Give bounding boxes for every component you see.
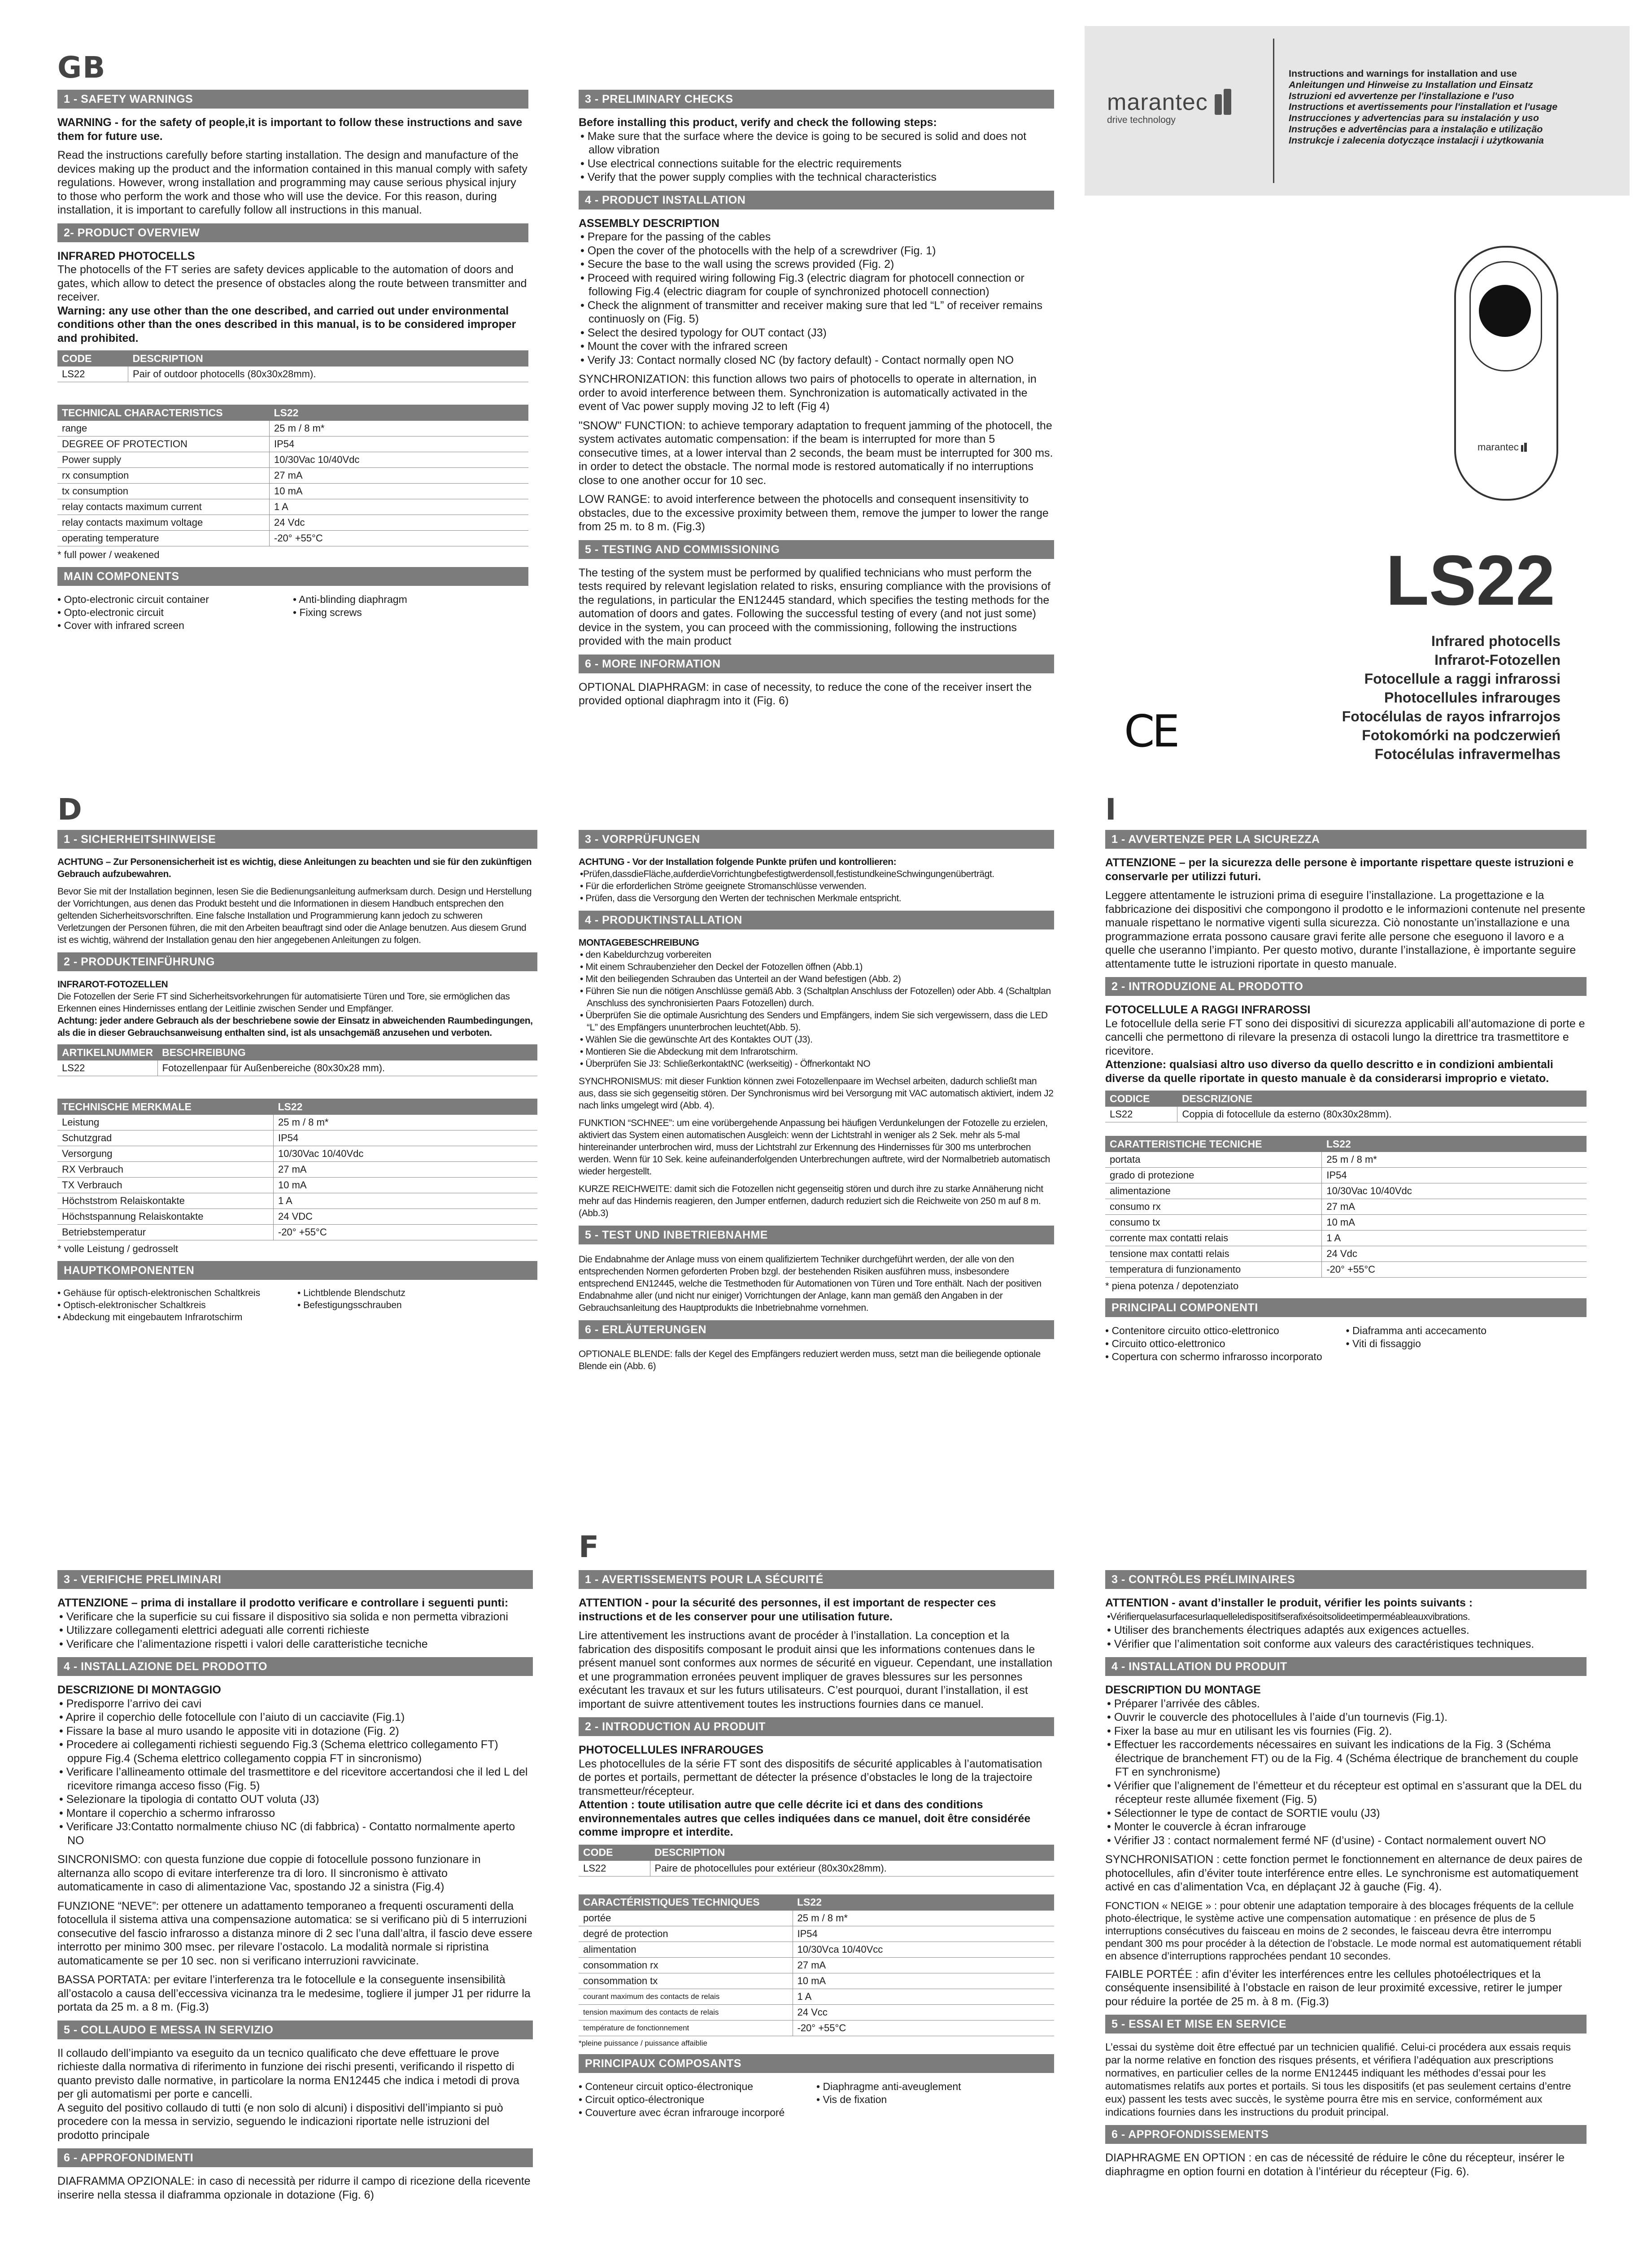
f-main-item: • Couverture avec écran infrarouge incorporé bbox=[579, 2106, 785, 2118]
i-tech-key: temperatura di funzionamento bbox=[1105, 1262, 1322, 1278]
gb-s3-item: • Use electrical connections suitable for the electric requirements bbox=[580, 157, 902, 170]
d-s1-text: Bevor Sie mit der Installation beginnen, lesen Sie die Bedienungsanleitung aufmerksam durch. Design und Herstellung der Vorrichtungen, aus denen das Produkt besteht und die Informationen in diesem Handbuch entsprechen den geltenden Sicherheitsvorschriften. Eine falsche Installation und Programmierung kann jedoch zu schweren Verletzungen der Personen führen, die mit den Arbeiten beauftragt sind oder die Anlage benutzen. Aus diesem Grund ist es wichtig, während der Installation genau den hier angegebenen Anleitungen zu folgen. bbox=[57, 886, 532, 945]
f-tech-val: 25 m / 8 m* bbox=[793, 1911, 1054, 1926]
d-col-2 bbox=[579, 824, 1054, 1378]
photocell-lens-frame bbox=[1469, 261, 1542, 371]
d-tech-val: 24 VDC bbox=[274, 1209, 538, 1225]
gb-tech-val: 25 m / 8 m* bbox=[270, 421, 529, 436]
gb-main-item: • Anti-blinding diaphragm bbox=[293, 593, 407, 605]
f-s2-warning: Attention : toute utilisation autre que celle décrite ici et dans des conditions environnementales autres que celles indiquées dans ce manuel, doit être considérée comme impropre et interdite. bbox=[579, 1798, 1031, 1838]
gb-main-item: • Opto-electronic circuit container bbox=[57, 593, 209, 605]
i-tech-val: IP54 bbox=[1322, 1168, 1587, 1183]
photocell-device-image bbox=[1454, 246, 1558, 501]
f-tech-head: CARACTÉRISTIQUES TECHNIQUES bbox=[579, 1894, 793, 1911]
d-tech-key: Leistung bbox=[57, 1115, 274, 1130]
i-tech-head: CARATTERISTICHE TECNICHE bbox=[1105, 1136, 1322, 1152]
f-code-head: CODE bbox=[579, 1845, 650, 1861]
f-tech-table bbox=[579, 1894, 1054, 2036]
i-tech-note: * piena potenza / depotenziato bbox=[1105, 1280, 1239, 1292]
gb-s2-title: 2- PRODUCT OVERVIEW bbox=[57, 223, 528, 242]
i-s4-item: • Montare il coperchio a schermo infrarosso bbox=[59, 1807, 275, 1820]
f-main-components bbox=[579, 2080, 1054, 2119]
d-s4-item: • Überprüfen Sie J3: SchließerkontaktNC (werkseitig) - Öffnerkontakt NO bbox=[580, 1059, 871, 1069]
gb-s6-title: 6 - MORE INFORMATION bbox=[579, 655, 1054, 673]
product-name: Infrarot-Fotozellen bbox=[1434, 652, 1560, 668]
d-tech-val: IP54 bbox=[274, 1130, 538, 1146]
gb-tech-key: range bbox=[57, 421, 270, 436]
i-s5-text: Il collaudo dell’impianto va eseguito da un tecnico qualificato che deve effettuare le prove richieste dalla normativa di riferimento in funzione dei rischi presenti, verificando il rispetto di quanto previsto dalle normative, in particolare la norma EN12445 che indica i metodi di prova per gli automatismi per porte e cancelli. A seguito del positivo collaudo di tutti (e non solo di alcuni) i dispositivi dell’impianto si può procedere con la messa in servizio, seguendo le indicazioni riportate nelle istruzioni del prodotto principale bbox=[57, 2047, 519, 2142]
f-desc-head: DESCRIPTION bbox=[650, 1845, 1054, 1861]
f-col-2 bbox=[579, 1564, 1054, 2119]
f-s6-title: 6 - APPROFONDISSEMENTS bbox=[1105, 2125, 1587, 2144]
f-tech-val: -20° +55°C bbox=[793, 2020, 1054, 2036]
d-s2-title: 2 - PRODUKTEINFÜHRUNG bbox=[57, 952, 537, 971]
d-tech-head: TECHNISCHE MERKMALE bbox=[57, 1099, 274, 1115]
gb-main-title: MAIN COMPONENTS bbox=[57, 567, 528, 586]
i-s4-item: • Fissare la base al muro usando le apposite viti in dotazione (Fig. 2) bbox=[59, 1724, 399, 1737]
gb-tech-val: 27 mA bbox=[270, 468, 529, 484]
d-main-title: HAUPTKOMPONENTEN bbox=[57, 1261, 537, 1280]
f-s4-item: • Sélectionner le type de contact de SORTIE voulu (J3) bbox=[1107, 1807, 1380, 1820]
gb-s3-item: • Make sure that the surface where the device is going to be secured is solid and does not allow vibration bbox=[580, 130, 1027, 156]
gb-s4-item: • Select the desired typology for OUT contact (J3) bbox=[580, 326, 827, 339]
f-s4-item: • Vérifier que l’alignement de l’émetteur et du récepteur est optimal en s’assurant que la DEL du récepteur reste allumée fixement (Fig. 5) bbox=[1107, 1779, 1582, 1806]
header-title-pt: Instruções e advertências para a instalação e utilização bbox=[1289, 123, 1543, 135]
device-brand-mark-icon bbox=[1521, 443, 1527, 452]
d-s4-item: • den Kabeldurchzug vorbereiten bbox=[580, 950, 711, 960]
i-code-table bbox=[1105, 1091, 1587, 1122]
i-s6-text: DIAFRAMMA OPZIONALE: in caso di necessità per ridurre il campo di ricezione della ricevente inserire nella stessa il diaframma opzionale in dotazione (Fig. 6) bbox=[57, 2175, 531, 2201]
gb-code-head: CODE bbox=[57, 350, 128, 367]
gb-s6-text: OPTIONAL DIAPHRAGM: in case of necessity, to reduce the cone of the receiver insert the provided optional diaphragm into it (Fig. 6) bbox=[579, 681, 1032, 707]
i-s4-item: • Procedere ai collegamenti richiesti seguendo Fig.3 (Schema elettrico collegamento FT) oppure Fig.4 (Schema elettrico collegamento coppia FT in sincronismo) bbox=[59, 1738, 498, 1765]
d-tech-key: Versorgung bbox=[57, 1146, 274, 1162]
gb-s1-title: 1 - SAFETY WARNINGS bbox=[57, 90, 528, 109]
f-snow: FONCTION « NEIGE » : pour obtenir une adaptation temporaire à des blocages fréquents de la cellule photo-électrique, le système active une compensation automatique : en présence de plus de 5 interruptions consécutives du faisceau en moins de 2 secondes, le faisceau devra être interrompu pendant 300 ms pour procéder à la détection de l’obstacle. Le mode normal est automatiquement rétabli en absence d’interruptions rapprochées pendant 10 secondes. bbox=[1105, 1899, 1582, 1962]
f-main-item: • Vis de fixation bbox=[816, 2093, 887, 2105]
f-code-table bbox=[579, 1845, 1054, 1876]
d-s6-title: 6 - ERLÄUTERUNGEN bbox=[579, 1320, 1054, 1339]
gb-s3-head: Before installing this product, verify and check the following steps: bbox=[579, 116, 937, 129]
d-s1-warning: ACHTUNG – Zur Personensicherheit ist es wichtig, diese Anleitungen zu beachten und sie für den zukünftigen Gebrauch aufzubewahren. bbox=[57, 857, 532, 879]
gb-sync: SYNCHRONIZATION: this function allows two pairs of photocells to operate in alternation, in order to avoid interference between them. Synchronization is automatically activated in the event of Vac power supply moving J2 to left (Fig 4) bbox=[579, 373, 1037, 413]
d-s3-head: ACHTUNG - Vor der Installation folgende Punkte prüfen und kontrollieren: bbox=[579, 857, 897, 867]
d-s4-item: • Mit den beiliegenden Schrauben das Unterteil an der Wand befestigen (Abb. 2) bbox=[580, 974, 901, 984]
i-tech-val: 24 Vdc bbox=[1322, 1246, 1587, 1262]
i-code-cell: LS22 bbox=[1105, 1107, 1177, 1122]
f-main-title: PRINCIPAUX COMPOSANTS bbox=[579, 2054, 1054, 2073]
i-main-components bbox=[1105, 1324, 1587, 1363]
d-s6-text: OPTIONALE BLENDE: falls der Kegel des Empfängers reduziert werden muss, setzt man die beiliegende optionale Blende ein (Abb. 6) bbox=[579, 1349, 1041, 1371]
f-tech-val: 10 mA bbox=[793, 1973, 1054, 1989]
d-tech-key: RX Verbrauch bbox=[57, 1162, 274, 1178]
f-s3-title: 3 - CONTRÔLES PRÉLIMINAIRES bbox=[1105, 1570, 1587, 1589]
gb-tech-note: * full power / weakened bbox=[57, 549, 160, 560]
i-main-item: • Circuito ottico-elettronico bbox=[1105, 1338, 1225, 1349]
d-s4-title: 4 - PRODUKTINSTALLATION bbox=[579, 911, 1054, 929]
d-s2-head: INFRAROT-FOTOZELLEN bbox=[57, 979, 168, 990]
i-desc-cell: Coppia di fotocellule da esterno (80x30x28mm). bbox=[1177, 1107, 1587, 1122]
i-low-range: BASSA PORTATA: per evitare l’interferenza tra le fotocellule e la conseguente insensibilità all’ostacolo a causa dell’eccessiva vicinanza tra le medesime, togliere il jumper J1 per ridurre la portata da 25 m. a 8 m. (Fig.3) bbox=[57, 1973, 531, 2013]
gb-s1-warning: WARNING - for the safety of people,it is important to follow these instructions and save them for future use. bbox=[57, 116, 523, 143]
header-title-fr: Instructions et avertissements pour l'installation et l'usage bbox=[1289, 101, 1558, 113]
gb-tech-head-model: LS22 bbox=[270, 405, 529, 421]
gb-s5-text: The testing of the system must be performed by qualified technicians who must perform the tests required by relevant legislation related to risks, ensuring compliance with the provisions of the regulations, in particular the EN12445 standard, which specifies the testing methods for the automation of doors and gates. Following the successful testing of every (and not just some) device in the system, you can proceed with the commissioning, following the instructions provided with the main product bbox=[579, 566, 1050, 647]
i-main-item: • Copertura con schermo infrarosso incorporato bbox=[1105, 1351, 1322, 1362]
header-title-it: Istruzioni ed avvertenze per l'installazione e l'uso bbox=[1289, 90, 1514, 101]
d-tech-key: TX Verbrauch bbox=[57, 1178, 274, 1193]
gb-tech-val: -20° +55°C bbox=[270, 531, 529, 546]
d-s4-head: MONTAGEBESCHREIBUNG bbox=[579, 938, 699, 948]
i-tech-val: 10/30Vac 10/40Vdc bbox=[1322, 1183, 1587, 1199]
product-name: Fotocélulas de rayos infrarrojos bbox=[1342, 708, 1560, 724]
d-code-head: ARTIKELNUMMER bbox=[57, 1044, 157, 1060]
f-s3-item: • Utiliser des branchements électriques adaptés aux exigences actuelles. bbox=[1107, 1624, 1469, 1636]
gb-tech-val: 10/30Vac 10/40Vdc bbox=[270, 452, 529, 468]
i-s6-title: 6 - APPROFONDIMENTI bbox=[57, 2148, 533, 2167]
f-s3-item: •Vérifierquelasurfacesurlaquelleledispositifserafixésoitsolideetimperméableauxvibrations. bbox=[1107, 1610, 1470, 1622]
product-name: Fotocélulas infravermelhas bbox=[1374, 746, 1560, 762]
d-main-item: • Befestigungsschrauben bbox=[297, 1300, 402, 1310]
i-s4-item: • Selezionare la tipologia di contatto OUT voluta (J3) bbox=[59, 1793, 319, 1806]
f-s4-head: DESCRIPTION DU MONTAGE bbox=[1105, 1684, 1261, 1696]
f-s4-item: • Vérifier J3 : contact normalement fermé NF (d’usine) - Contact normalement ouvert NO bbox=[1107, 1834, 1546, 1847]
d-tech-head-model: LS22 bbox=[274, 1099, 538, 1115]
f-desc-cell: Paire de photocellules pour extérieur (80x30x28mm). bbox=[650, 1861, 1054, 1876]
d-tech-val: -20° +55°C bbox=[274, 1225, 538, 1240]
i-s2-title: 2 - INTRODUZIONE AL PRODOTTO bbox=[1105, 977, 1587, 996]
header-divider bbox=[1273, 39, 1274, 183]
gb-low-range: LOW RANGE: to avoid interference between the photocells and consequent insensitivity to obstacles, due to the excessive proximity between them, remove the jumper to lower the range from 25 m. to 8 m. (Fig.3) bbox=[579, 493, 1049, 533]
i-tech-key: portata bbox=[1105, 1152, 1322, 1168]
gb-s3-title: 3 - PRELIMINARY CHECKS bbox=[579, 90, 1054, 109]
f-s6-text: DIAPHRAGME EN OPTION : en cas de nécessité de réduire le cône du récepteur, insérer le diaphragme en option fourni en dotation à l’intérieur du récepteur (Fig. 6). bbox=[1105, 2151, 1565, 2178]
gb-main-item: • Opto-electronic circuit bbox=[57, 607, 164, 618]
i-tech-key: consumo tx bbox=[1105, 1215, 1322, 1231]
d-tech-val: 10 mA bbox=[274, 1178, 538, 1193]
header-box bbox=[1085, 26, 1630, 196]
d-s4-item: • Wählen Sie die gewünschte Art des Kontaktes OUT (J3). bbox=[580, 1034, 813, 1045]
product-name: Photocellules infrarouges bbox=[1384, 689, 1560, 706]
gb-tech-key: Power supply bbox=[57, 452, 270, 468]
gb-tech-key: operating temperature bbox=[57, 531, 270, 546]
i-s1-warning: ATTENZIONE – per la sicurezza delle persone è importante rispettare queste istruzioni e conservarle per utilizzi futuri. bbox=[1105, 856, 1574, 883]
i-s3-title: 3 - VERIFICHE PRELIMINARI bbox=[57, 1570, 533, 1589]
f-code-cell: LS22 bbox=[579, 1861, 650, 1876]
i-main-item: • Viti di fissaggio bbox=[1346, 1338, 1421, 1349]
d-s5-title: 5 - TEST UND INBETRIEBNAHME bbox=[579, 1226, 1054, 1244]
gb-col-2 bbox=[579, 83, 1054, 713]
brand-name: marantec bbox=[1107, 89, 1208, 115]
i-tech-val: 1 A bbox=[1322, 1231, 1587, 1246]
header-titles bbox=[1289, 68, 1557, 146]
f-tech-val: 27 mA bbox=[793, 1957, 1054, 1973]
gb-main-components bbox=[57, 593, 528, 632]
f-s4-item: • Monter le couvercle à écran infrarouge bbox=[1107, 1820, 1306, 1833]
f-tech-val: 10/30Vca 10/40Vcc bbox=[793, 1942, 1054, 1957]
d-snow: FUNKTION “SCHNEE”: um eine vorübergehende Anpassung bei häufigen Verdunkelungen der Fotozelle zu erzielen, aktiviert das System einen automatischen Ausgleich: wenn der Lichtstrahl in weniger als 2 Sek. mehr als 5-mal hintereinander unterbrochen wird, muss der Lichtstrahl zur Erkennung des Hindernisses für 300 ms unterbrochen werden. Wenn für 10 Sek. keine aufeinanderfolgenden Unterbrechungen auftrete, wird der Normalbetrieb automatisch wieder hergestellt. bbox=[579, 1118, 1050, 1177]
f-s5-title: 5 - ESSAI ET MISE EN SERVICE bbox=[1105, 2015, 1587, 2034]
gb-s4-item: • Prepare for the passing of the cables bbox=[580, 231, 771, 243]
f-s4-item: • Préparer l’arrivée des câbles. bbox=[1107, 1697, 1260, 1710]
d-s5-text: Die Endabnahme der Anlage muss von einem qualifiziertem Techniker durchgeführt werden, der alle von den entsprechenden Normen geforderten Proben bzgl. der bestehenden Risiken ausführen muss, insbesondere entsprechend EN12445, welche die Testmethoden für Automationen von Türen und Tore enthält. Nach der positiven Endabnahme aller (und nicht nur einiger) Vorrichtungen der Anlage, kann man gemäß den Angaben in der Gebrauchsanleitung des Hauptprodukts die Inbetriebnahme vornehmen. bbox=[579, 1254, 1042, 1313]
i-tech-table bbox=[1105, 1136, 1587, 1278]
gb-tech-key: relay contacts maximum current bbox=[57, 499, 270, 515]
d-low-range: KURZE REICHWEITE: damit sich die Fotozellen nicht gegenseitig stören und durch ihre zu starke Annäherung nicht mehr auf das Hindernis reagieren, den Jumper entfernen, dadurch reduziert sich die Reichweite von 250 m auf 8 m. (Abb.3) bbox=[579, 1184, 1043, 1218]
i-s2-text: Le fotocellule della serie FT sono dei dispositivi di sicurezza applicabili all’automazione di porte e cancelli che permettono di rilevare la presenza di ostacoli lungo la direttrice tra trasmettitore e ricevitore. bbox=[1105, 1017, 1585, 1057]
d-desc-cell: Fotozellenpaar für Außenbereiche (80x30x28 mm). bbox=[157, 1060, 537, 1076]
i-desc-head: DESCRIZIONE bbox=[1177, 1091, 1587, 1107]
i-s2-head: FOTOCELLULE A RAGGI INFRAROSSI bbox=[1105, 1004, 1311, 1016]
gb-s4-title: 4 - PRODUCT INSTALLATION bbox=[579, 191, 1054, 209]
f-low-range: FAIBLE PORTÉE : afin d’éviter les interférences entre les cellules photoélectriques et la conséquente insensibilité à l’obstacle en raison de leur proximité excessive, retirer le jumper pour réduire la portée de 25 m. à 8 m. (Fig.3) bbox=[1105, 1968, 1562, 2008]
gb-col-1 bbox=[57, 83, 528, 632]
d-s2-warning: Achtung: jeder andere Gebrauch als der beschriebene sowie der Einsatz in abweichenden Raumbedingungen, als die in dieser Gebrauchsanweisung enthalten sind, ist als unsachgemäß anzusehen und verboten. bbox=[57, 1016, 533, 1038]
gb-tech-key: relay contacts maximum voltage bbox=[57, 515, 270, 531]
i-s3-item: • Verificare che l’alimentazione rispetti i valori delle caratteristiche tecniche bbox=[59, 1637, 428, 1650]
d-main-item: • Gehäuse für optisch-elektronischen Schaltkreis bbox=[57, 1288, 261, 1298]
gb-desc-head: DESCRIPTION bbox=[128, 350, 529, 367]
i-s1-text: Leggere attentamente le istruzioni prima di eseguire l’installazione. La progettazione e la fabbricazione dei dispositivi che compongono il prodotto e le informazioni contenute nel presente manuale rispettano le normative vigenti sulla sicurezza. Ciò nonostante un’installazione e una programmazione errata possono causare gravi ferite alle persone che eseguono il lavoro e a quelle che useranno l’impianto. Per questo motivo, durante l’installazione, è importante seguire attentamente tutte le istruzioni riportate in questo manuale. bbox=[1105, 889, 1586, 970]
device-logo bbox=[1478, 441, 1527, 453]
f-tech-key: courant maximum des contacts de relais bbox=[579, 1989, 793, 2004]
i-s3-head: ATTENZIONE – prima di installare il prodotto verificare e controllare i seguenti punti: bbox=[57, 1597, 509, 1609]
product-name: Fotokomórki na podczerwień bbox=[1362, 727, 1560, 743]
brand-mark-icon bbox=[1214, 88, 1232, 116]
f-tech-key: consommation rx bbox=[579, 1957, 793, 1973]
f-tech-val: IP54 bbox=[793, 1926, 1054, 1942]
f-s4-item: • Effectuer les raccordements nécessaires en suivant les indications de la Fig. 3 (Schéma électrique de branchement FT) ou de la Fig. 4 (Schéma électrique de branchement du couple FT en synchronisme) bbox=[1107, 1738, 1578, 1778]
gb-s2-head: INFRARED PHOTOCELLS bbox=[57, 249, 195, 262]
gb-s3-item: • Verify that the power supply complies with the technical characteristics bbox=[580, 171, 937, 183]
f-s2-title: 2 - INTRODUCTION AU PRODUIT bbox=[579, 1717, 1054, 1736]
d-s3-item: • Für die erforderlichen Ströme geeignete Stromanschlüsse verwenden. bbox=[580, 881, 867, 891]
i-tech-key: consumo rx bbox=[1105, 1199, 1322, 1215]
f-main-item: • Conteneur circuit optico-électronique bbox=[579, 2080, 754, 2092]
brand-logo bbox=[1107, 89, 1232, 126]
lang-d: D bbox=[57, 792, 83, 827]
i-s1-title: 1 - AVVERTENZE PER LA SICUREZZA bbox=[1105, 830, 1587, 849]
product-name: Infrared photocells bbox=[1431, 633, 1560, 649]
i-tech-key: grado di protezione bbox=[1105, 1168, 1322, 1183]
f-sync: SYNCHRONISATION : cette fonction permet le fonctionnement en alternance de deux paires de photocellules, afin d’éviter toute interférence entre elles. Le synchronisme est automatiquement activé en cas d’alimentation Vca, en déplaçant J2 à gauche (Fig. 4). bbox=[1105, 1853, 1582, 1893]
f-tech-key: température de fonctionnement bbox=[579, 2020, 793, 2036]
i-s3-item: • Verificare che la superficie su cui fissare il dispositivo sia solida e non permetta vibrazioni bbox=[59, 1610, 508, 1623]
d-tech-table bbox=[57, 1099, 537, 1240]
photocell-lens-icon bbox=[1479, 285, 1531, 337]
f-tech-key: portée bbox=[579, 1911, 793, 1926]
d-s4-item: • Montieren Sie die Abdeckung mit dem Infrarotschirm. bbox=[580, 1047, 798, 1057]
gb-tech-val: 10 mA bbox=[270, 484, 529, 499]
gb-s4-item: • Mount the cover with the infrared screen bbox=[580, 340, 788, 353]
product-name: Fotocellule a raggi infrarossi bbox=[1364, 671, 1560, 687]
brand-tagline: drive technology bbox=[1107, 115, 1176, 125]
gb-s4-head: ASSEMBLY DESCRIPTION bbox=[579, 217, 719, 230]
f-col-3 bbox=[1105, 1564, 1587, 2184]
lang-f: F bbox=[579, 1530, 600, 1564]
f-s1-text: Lire attentivement les instructions avant de procéder à l’installation. La conception et la fabrication des dispositifs composant le produit ainsi que les informations contenues dans le présent manuel sont conformes aux normes de sécurité en vigueur. Cependant, une installation et une programmation erronées peuvent impliquer de graves blessures sur les personnes exécutant les travaux et sur les futurs utilisateurs. C’est pourquoi, durant l’installation, il est important de suivre attentivement toutes les instructions fournies dans ce manuel. bbox=[579, 1629, 1053, 1711]
header-title-de: Anleitungen und Hinweise zu Installation und Einsatz bbox=[1289, 79, 1533, 90]
gb-s5-title: 5 - TESTING AND COMMISSIONING bbox=[579, 540, 1054, 559]
d-tech-key: Höchststrom Relaiskontakte bbox=[57, 1193, 274, 1209]
d-col-1 bbox=[57, 824, 537, 1323]
i-s4-item: • Verificare l’allineamento ottimale del trasmettitore e del ricevitore accertandosi che il led L del ricevitore rimanga acceso fisso (Fig. 5) bbox=[59, 1766, 528, 1792]
gb-tech-table bbox=[57, 405, 528, 546]
i-tech-val: -20° +55°C bbox=[1322, 1262, 1587, 1278]
d-tech-key: Betriebstemperatur bbox=[57, 1225, 274, 1240]
d-s1-title: 1 - SICHERHEITSHINWEISE bbox=[57, 830, 537, 849]
i-tech-val: 25 m / 8 m* bbox=[1322, 1152, 1587, 1168]
i-snow: FUNZIONE “NEVE”: per ottenere un adattamento temporaneo a frequenti oscuramenti della fotocellula il sistema attiva una compensazione automatica: se si verificano più di 5 interruzioni consecutive del fascio infrarosso a distanza minore di 2 sec l’una dall’altra, il fascio deve essere interrotto per minimo 300 msec. per rilevare l’ostacolo. La modalità normale si ripristina automaticamente se per 10 sec. non si verificano interruzioni ravvicinate. bbox=[57, 1899, 532, 1967]
d-s3-item: • Prüfen, dass die Versorgung den Werten der technischen Merkmale entspricht. bbox=[580, 893, 902, 903]
lang-gb: GB bbox=[57, 50, 106, 85]
i-s2-warning: Attenzione: qualsiasi altro uso diverso da quello descritto e in condizioni ambientali diverse da quelle riportate in questo manuale è da considerarsi improprio e vietato. bbox=[1105, 1058, 1553, 1085]
gb-snow: "SNOW" FUNCTION: to achieve temporary adaptation to frequent jamming of the photocell, the system activates automatic compensation: if the beam is interrupted for more than 5 consecutive times, at a lower interval than 2 seconds, the beam must be interrupted for 300 ms. in order to detect the obstacle. The normal mode is restored automatically if no interruptions close to one another occur for 10 sec. bbox=[579, 419, 1053, 487]
gb-s1-text: Read the instructions carefully before starting installation. The design and manufacture of the devices making up the product and the information contained in this manual comply with safety regulations. However, wrong installation and programming may cause serious physical injury to those who perform the work and those who will use the device. For this reason, during installation, it is important to carefully follow all instructions in this manual. bbox=[57, 149, 527, 216]
header-title-en: Instructions and warnings for installation and use bbox=[1289, 68, 1517, 79]
i-main-title: PRINCIPALI COMPONENTI bbox=[1105, 1298, 1587, 1317]
d-s2-text: Die Fotozellen der Serie FT sind Sicherheitsvorkehrungen für automatisierte Türen und Tore, sie ermöglichen das Erkennen eines Hindernisses entlang der Leitlinie zwischen Sender und Empfänger. bbox=[57, 991, 510, 1014]
d-code-cell: LS22 bbox=[57, 1060, 157, 1076]
i-s5-title: 5 - COLLAUDO E MESSA IN SERVIZIO bbox=[57, 2020, 533, 2039]
f-tech-note: *pleine puissance / puissance affaiblie bbox=[579, 2038, 707, 2047]
i-tech-val: 27 mA bbox=[1322, 1199, 1587, 1215]
f-s2-text: Les photocellules de la série FT sont des dispositifs de sécurité applicables à l’automatisation de portes et portails, permettant de détecter la présence d’obstacles le long de la trajectoire transmetteur/récepteur. bbox=[579, 1757, 1042, 1798]
d-code-table bbox=[57, 1044, 537, 1076]
f-s1-warning: ATTENTION - pour la sécurité des personnes, il est important de respecter ces instructions et de les conserver pour une utilisation future. bbox=[579, 1597, 996, 1623]
i-main-item: • Contenitore circuito ottico-elettronico bbox=[1105, 1325, 1279, 1336]
product-model: LS22 bbox=[1386, 541, 1555, 620]
d-s3-title: 3 - VORPRÜFUNGEN bbox=[579, 830, 1054, 849]
d-s4-item: • Führen Sie nun die nötigen Anschlüsse gemäß Abb. 3 (Schaltplan Anschluss der Fotozellen) oder Abb. 4 (Schaltplan Anschluss des synchronisierten Paars Fotozellen) durch. bbox=[580, 986, 1051, 1008]
d-main-item: • Abdeckung mit eingebautem Infrarotschirm bbox=[57, 1312, 243, 1322]
d-tech-val: 27 mA bbox=[274, 1162, 538, 1178]
f-main-item: • Diaphragme anti-aveuglement bbox=[816, 2080, 961, 2092]
f-s2-head: PHOTOCELLULES INFRAROUGES bbox=[579, 1744, 764, 1756]
gb-desc-cell: Pair of outdoor photocells (80x30x28mm). bbox=[128, 367, 529, 382]
gb-main-item: • Cover with infrared screen bbox=[57, 620, 184, 631]
gb-tech-head: TECHNICAL CHARACTERISTICS bbox=[57, 405, 270, 421]
i-s3-item: • Utilizzare collegamenti elettrici adeguati alle correnti richieste bbox=[59, 1624, 370, 1636]
f-s4-item: • Fixer la base au mur en utilisant les vis fournies (Fig. 2). bbox=[1107, 1724, 1392, 1737]
i-sync: SINCRONISMO: con questa funzione due coppie di fotocellule possono funzionare in alternanza allo scopo di evitare interferenze tra di loro. Il sincronismo è attivato automaticamente in caso di alimentazione Vac, spostando J2 a sinistra (Fig.4) bbox=[57, 1853, 481, 1893]
i-tech-key: corrente max contatti relais bbox=[1105, 1231, 1322, 1246]
gb-code-cell: LS22 bbox=[57, 367, 128, 382]
f-s5-text: L’essai du système doit être effectué par un technicien qualifié. Celui-ci procédera aux essais requis par la norme relative en fonction des risques présents, et vérifiera l’adéquation aux prescriptions normatives, en particulier celles de la norme EN12445 indiquant les méthodes d’essai pour les automatismes relatifs aux portes et portails. Si tous les dispositifs (et pas seulement certains d’entre eux) passent les tests avec succès, le système pourra être mis en service, conformément aux indications fournies dans les instructions du produit principal. bbox=[1105, 2041, 1571, 2118]
d-main-item: • Optisch-elektronischer Schaltkreis bbox=[57, 1300, 206, 1310]
i-main-item: • Diaframma anti accecamento bbox=[1346, 1325, 1487, 1336]
f-s4-item: • Ouvrir le couvercle des photocellules à l’aide d’un tournevis (Fig.1). bbox=[1107, 1711, 1448, 1724]
d-desc-head: BESCHREIBUNG bbox=[157, 1044, 537, 1060]
i-s4-item: • Aprire il coperchio delle fotocellule con l’aiuto di un cacciavite (Fig.1) bbox=[59, 1711, 405, 1724]
i-s4-item: • Verificare J3:Contatto normalmente chiuso NC (di fabbrica) - Contatto normalmente aperto NO bbox=[59, 1820, 515, 1847]
f-tech-key: degré de protection bbox=[579, 1926, 793, 1942]
gb-s4-item: • Open the cover of the photocells with the help of a screwdriver (Fig. 1) bbox=[580, 244, 936, 257]
i-col-3 bbox=[1105, 824, 1587, 1363]
d-tech-val: 25 m / 8 m* bbox=[274, 1115, 538, 1130]
gb-s4-item: • Secure the base to the wall using the screws provided (Fig. 2) bbox=[580, 258, 894, 271]
lang-i: I bbox=[1105, 792, 1117, 827]
i-col-1 bbox=[57, 1564, 533, 2207]
f-tech-head-model: LS22 bbox=[793, 1894, 1054, 1911]
gb-tech-key: tx consumption bbox=[57, 484, 270, 499]
gb-s2-text: The photocells of the FT series are safety devices applicable to the automation of doors and gates, which allow to detect the presence of obstacles along the route between transmitter and receiver. bbox=[57, 263, 527, 303]
f-s3-head: ATTENTION - avant d’installer le produit, vérifier les points suivants : bbox=[1105, 1597, 1473, 1609]
i-tech-key: alimentazione bbox=[1105, 1183, 1322, 1199]
gb-main-item: • Fixing screws bbox=[293, 607, 362, 618]
d-s3-item: •Prüfen,dassdieFläche,aufderdieVorrichtungbefestigtwerdensoll,festistundkeineSchwingungenüberträgt. bbox=[580, 869, 994, 879]
i-s4-head: DESCRIZIONE DI MONTAGGIO bbox=[57, 1684, 221, 1696]
device-brand: marantec bbox=[1478, 441, 1519, 453]
f-tech-key: tension maximum des contacts de relais bbox=[579, 2004, 793, 2020]
d-tech-key: Schutzgrad bbox=[57, 1130, 274, 1146]
f-s3-item: • Vérifier que l’alimentation soit conforme aux valeurs des caractéristiques techniques. bbox=[1107, 1637, 1534, 1650]
f-tech-key: alimentation bbox=[579, 1942, 793, 1957]
d-tech-val: 1 A bbox=[274, 1193, 538, 1209]
f-s1-title: 1 - AVERTISSEMENTS POUR LA SÉCURITÉ bbox=[579, 1570, 1054, 1589]
d-s4-item: • Überprüfen Sie die optimale Ausrichtung des Senders und Empfängers, indem Sie sich vergewissern, dass die LED “L” des Empfängers ununterbrochen leuchtet(Abb. 5). bbox=[580, 1010, 1048, 1033]
f-tech-val: 24 Vcc bbox=[793, 2004, 1054, 2020]
header-title-pl: Instrukcje i zalecenia dotyczące instalacji i użytkowania bbox=[1289, 135, 1544, 146]
gb-s4-item: • Verify J3: Contact normally closed NC (by factory default) - Contact normally open NO bbox=[580, 353, 1014, 367]
gb-tech-key: DEGREE OF PROTECTION bbox=[57, 436, 270, 452]
gb-code-table bbox=[57, 350, 528, 382]
d-tech-note: * volle Leistung / gedrosselt bbox=[57, 1243, 179, 1254]
d-s4-item: • Mit einem Schraubenzieher den Deckel der Fotozellen öffnen (Abb.1) bbox=[580, 962, 863, 972]
f-tech-val: 1 A bbox=[793, 1989, 1054, 2004]
i-tech-head-model: LS22 bbox=[1322, 1136, 1587, 1152]
d-main-components bbox=[57, 1287, 537, 1323]
header-title-es: Instrucciones y advertencias para su instalación y uso bbox=[1289, 113, 1539, 124]
gb-tech-val: 24 Vdc bbox=[270, 515, 529, 531]
f-tech-key: consommation tx bbox=[579, 1973, 793, 1989]
gb-s2-warning: Warning: any use other than the one described, and carried out under environmental conditions other than the ones described in this manual, is to be considered improper and prohibited. bbox=[57, 304, 516, 345]
i-tech-val: 10 mA bbox=[1322, 1215, 1587, 1231]
d-tech-val: 10/30Vac 10/40Vdc bbox=[274, 1146, 538, 1162]
d-tech-key: Höchstspannung Relaiskontakte bbox=[57, 1209, 274, 1225]
i-code-head: CODICE bbox=[1105, 1091, 1177, 1107]
product-names bbox=[1342, 632, 1560, 764]
i-tech-key: tensione max contatti relais bbox=[1105, 1246, 1322, 1262]
f-main-item: • Circuit optico-électronique bbox=[579, 2093, 705, 2105]
gb-tech-val: 1 A bbox=[270, 499, 529, 515]
d-sync: SYNCHRONISMUS: mit dieser Funktion können zwei Fotozellenpaare im Wechsel arbeiten, dadurch schließt man aus, dass sie sich gegenseitig stören. Der Synchronismus wird bei Versorgung mit VAC automatisch aktiviert, indem J2 nach links umgelegt wird (Abb. 4). bbox=[579, 1076, 1054, 1111]
gb-s4-item: • Proceed with required wiring following Fig.3 (electric diagram for photocell connection or following Fig.4 (electric diagram for couple of synchronized photocell connection) bbox=[580, 271, 1024, 298]
gb-tech-key: rx consumption bbox=[57, 468, 270, 484]
i-s4-title: 4 - INSTALLAZIONE DEL PRODOTTO bbox=[57, 1657, 533, 1676]
f-s4-title: 4 - INSTALLATION DU PRODUIT bbox=[1105, 1657, 1587, 1676]
gb-tech-val: IP54 bbox=[270, 436, 529, 452]
i-s4-item: • Predisporre l’arrivo dei cavi bbox=[59, 1697, 202, 1710]
gb-s4-item: • Check the alignment of transmitter and receiver making sure that led “L” of receiver remains continuosly on (Fig. 5) bbox=[580, 299, 1043, 325]
d-main-item: • Lichtblende Blendschutz bbox=[297, 1288, 405, 1298]
ce-mark-icon: CE bbox=[1124, 706, 1177, 757]
